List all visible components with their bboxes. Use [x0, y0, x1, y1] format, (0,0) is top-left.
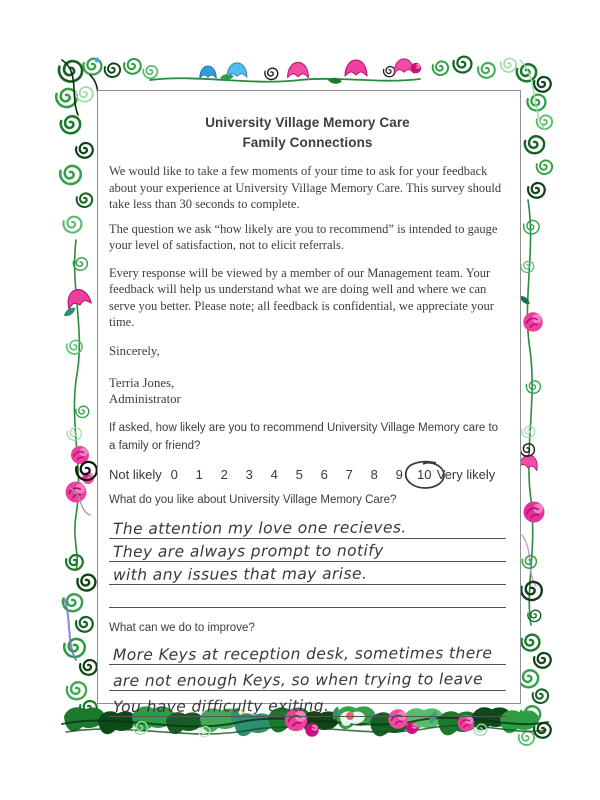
scale-value-2: 2 [220, 466, 228, 482]
scale-value-4: 4 [270, 466, 278, 482]
handwritten-line [109, 691, 506, 717]
handwritten-text: More Keys at reception desk, sometimes there [112, 643, 493, 664]
like-answer-lines [109, 516, 506, 608]
signoff-text: Sincerely, [109, 343, 160, 358]
intro-paragraph: We would like to take a few moments of your time to ask for your feedback about your experience at University Village Memory Care. This survey should take less than 30 seconds to complete. [109, 164, 502, 211]
handwritten-line [109, 639, 506, 665]
scale-value-7: 7 [345, 466, 353, 482]
question-improve-label: What can we do to improve? [109, 621, 255, 634]
scale-value-1: 1 [195, 466, 203, 482]
scale-value-9: 9 [395, 466, 403, 482]
pink-flower-icon [288, 59, 422, 78]
handwritten-line [109, 539, 506, 562]
scale-label-not-likely: Not likely [109, 466, 162, 482]
border-right-edge [518, 200, 544, 625]
confidential-paragraph: Every response will be viewed by a member of our Management team. Your feedback will help us understand what we are doing well and where we can serve you better. Please note; all feedback is confidential, we appreciate your time. [109, 265, 494, 329]
document-title: University Village Memory Care [205, 115, 410, 130]
handwritten-text: are not enough Keys, so when trying to leave [112, 669, 484, 690]
scale-value-5: 5 [295, 466, 303, 482]
improve-answer-lines [109, 639, 506, 717]
border-top-edge [150, 59, 421, 85]
document-subtitle: Family Connections [242, 135, 373, 150]
handwritten-line [109, 516, 506, 539]
recommend-question: If asked, how likely are you to recommend University Village Memory care to a family or friend? [109, 421, 499, 452]
rating-scale [109, 467, 506, 482]
survey-paper [97, 90, 521, 716]
signature-title: Administrator [109, 391, 181, 406]
scale-value-3: 3 [245, 466, 253, 482]
border-corner-bottom-left [63, 555, 97, 716]
gauge-paragraph: The question we ask “how likely are you to recommend” is intended to gauge your level of satisfaction, not to elicit referrals. [109, 221, 498, 252]
scale-value-8: 8 [370, 466, 378, 482]
question-like-label: What do you like about University Village Memory Care? [109, 493, 397, 506]
handwritten-text: They are always prompt to notify [112, 541, 384, 561]
handwritten-text: The attention my love one recieves. [112, 517, 407, 538]
scale-label-very-likely: Very likely [436, 466, 496, 482]
handwritten-text: You have difficulty exiting. [112, 696, 330, 716]
scale-value-10-circled [412, 467, 437, 482]
handwritten-line [109, 562, 506, 585]
handwritten-text: with any issues that may arise. [112, 564, 368, 584]
scale-value-10: 10 [417, 466, 432, 482]
scale-value-6: 6 [320, 466, 328, 482]
border-left-edge [62, 240, 97, 570]
handwritten-line [109, 585, 506, 608]
scale-value-0: 0 [170, 466, 178, 482]
signature-name: Terria Jones, [109, 375, 175, 390]
signature-block [109, 375, 506, 407]
handwritten-line [109, 665, 506, 691]
